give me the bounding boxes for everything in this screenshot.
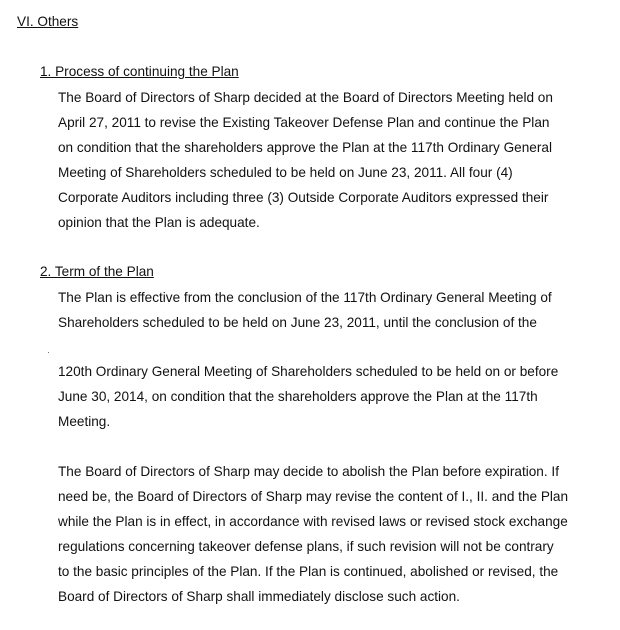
item-2-paragraph-2 (58, 359, 598, 434)
text-line: Corporate Auditors including three (3) Outside Corporate Auditors expressed their (58, 190, 549, 205)
text-line: June 30, 2014, on condition that the shareholders approve the Plan at the 117th (58, 389, 538, 404)
text-line: April 27, 2011 to revise the Existing Takeover Defense Plan and continue the Plan (58, 115, 550, 130)
item-2-heading: 2. Term of the Plan (40, 264, 154, 279)
text-line: need be, the Board of Directors of Sharp may revise the content of I., II. and the Plan (58, 489, 569, 504)
text-line: regulations concerning takeover defense plans, if such revision will not be contrary (58, 539, 554, 554)
text-line: Shareholders scheduled to be held on June 23, 2011, until the conclusion of the (58, 315, 537, 330)
text-line: opinion that the Plan is adequate. (58, 215, 260, 230)
text-line: 120th Ordinary General Meeting of Shareholders scheduled to be held on or before (58, 364, 559, 379)
item-2-paragraph-3 (58, 459, 598, 609)
text-line: Board of Directors of Sharp shall immediately disclose such action. (58, 589, 460, 604)
section-title: VI. Others (17, 14, 79, 29)
text-line: Meeting. (58, 414, 111, 429)
text-line: on condition that the shareholders approve the Plan at the 117th Ordinary General (58, 140, 552, 155)
text-line: The Board of Directors of Sharp may decide to abolish the Plan before expiration. If (58, 464, 559, 479)
item-1-heading: 1. Process of continuing the Plan (40, 64, 239, 79)
stray-dot (48, 352, 49, 353)
text-line: The Board of Directors of Sharp decided at the Board of Directors Meeting held on (58, 90, 553, 105)
text-line: The Plan is effective from the conclusion of the 117th Ordinary General Meeting of (58, 290, 552, 305)
item-2-paragraph-1 (58, 285, 598, 335)
item-1-paragraph (58, 85, 598, 235)
text-line: to the basic principles of the Plan. If the Plan is continued, abolished or revised, the (58, 564, 559, 579)
text-line: while the Plan is in effect, in accordance with revised laws or revised stock exchange (58, 514, 568, 529)
text-line: Meeting of Shareholders scheduled to be held on June 23, 2011. All four (4) (58, 165, 513, 180)
